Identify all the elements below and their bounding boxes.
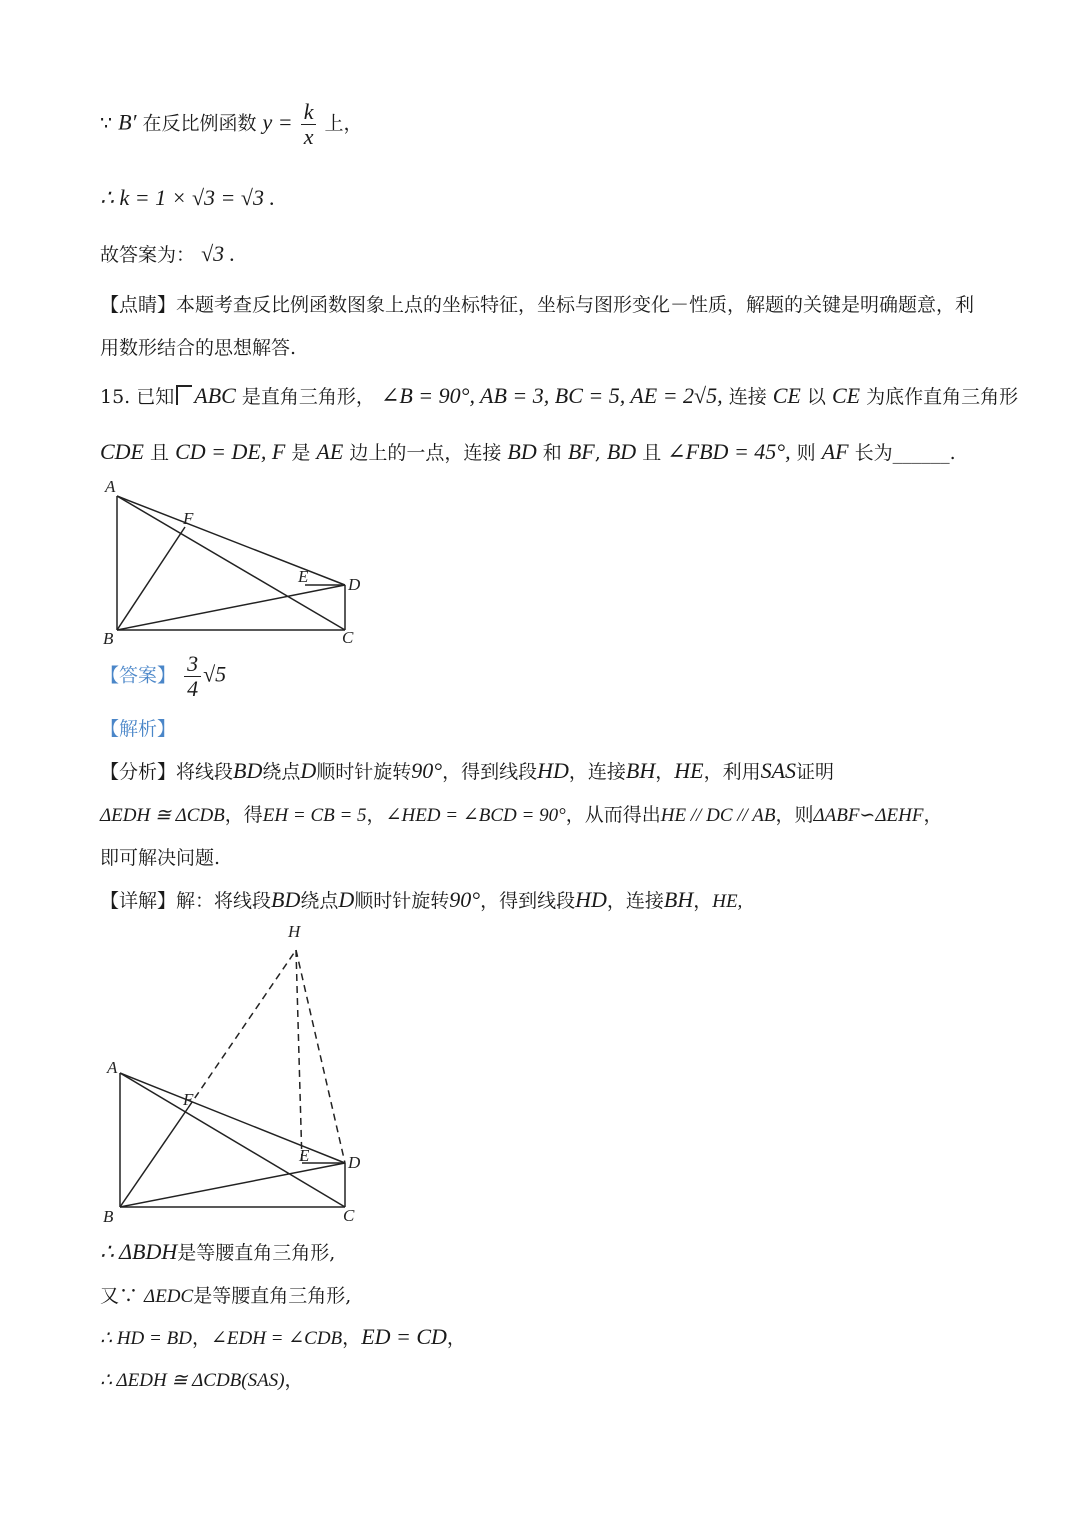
fraction-k-over-x [301, 100, 317, 149]
text: 上， [324, 112, 363, 135]
text: ，得到线段 [480, 890, 576, 912]
step-3 [100, 1323, 466, 1350]
label-h: H [288, 922, 301, 941]
math: BD [233, 758, 263, 783]
segment-ad [117, 496, 345, 585]
math: BF [567, 439, 595, 464]
math: ∴ HD = BD [100, 1328, 192, 1349]
text: 在反比例函数 [142, 112, 257, 135]
segment-ad [120, 1073, 345, 1163]
math: D [338, 887, 355, 912]
text: ， [655, 761, 675, 783]
label-b: B [103, 629, 114, 648]
text: ， [342, 1327, 362, 1349]
text: ，得到线段 [442, 761, 538, 783]
math: SAS [760, 758, 797, 783]
math: 90° [449, 887, 481, 912]
label-d: D [348, 1153, 361, 1172]
jiexi-label: 【解析】 [100, 718, 177, 740]
answer-label: 【答案】 [100, 664, 177, 687]
math: BH [663, 887, 694, 912]
math: AE [316, 439, 344, 464]
text: ，连接 [606, 890, 664, 912]
segment-bd [117, 585, 345, 630]
segment-fh [188, 950, 296, 1108]
text: 顺时针旋转 [354, 890, 450, 912]
segment-bf [117, 527, 185, 630]
fenxi-line-3: 即可解决问题. [100, 847, 221, 869]
step-1 [100, 1238, 335, 1265]
math: ABC [194, 383, 236, 408]
math: HD [537, 758, 569, 783]
text: 是等腰直角三角形, [193, 1285, 352, 1307]
label-f: F [183, 1090, 194, 1109]
text: 则 [796, 442, 816, 464]
text: ， [366, 804, 386, 826]
math: ΔEDC [144, 1286, 194, 1307]
text: 且 [642, 442, 662, 464]
math: ∠EDH = ∠CDB [210, 1328, 343, 1349]
label-a: A [107, 1058, 118, 1077]
line-k-value: ∴ k = 1 × √3 = √3 . [100, 185, 275, 210]
q15-line-2 [100, 438, 956, 465]
text: ， [923, 804, 943, 826]
math: ∠HED = ∠BCD = 90° [385, 805, 566, 826]
math: CE [772, 383, 801, 408]
text: 15. 已知 [100, 386, 175, 408]
text: 以 [806, 386, 826, 408]
text: 是直角三角形， [241, 386, 375, 408]
text: 长为______. [854, 442, 956, 464]
math: BH [625, 758, 656, 783]
text: 【详解】解：将线段 [100, 890, 272, 912]
math: ∴ ΔEDH ≅ ΔCDB(SAS) [100, 1370, 285, 1391]
text: 且 [150, 442, 170, 464]
label-f: F [183, 509, 194, 528]
segment-bd [120, 1163, 345, 1207]
dianjing-line-1: 【点睛】本题考查反比例函数图象上点的坐标特征，坐标与图形变化－性质，解题的关键是明确题意，利 [100, 294, 975, 316]
text: ，得 [224, 804, 263, 826]
text: 是等腰直角三角形, [177, 1242, 336, 1264]
math: ∠FBD = 45°, [667, 439, 791, 464]
numerator: 3 [184, 652, 201, 677]
math: EH = CB = 5 [262, 805, 367, 826]
math: BD [606, 439, 637, 464]
math: ED = CD [361, 1324, 447, 1349]
math: BD [271, 887, 301, 912]
segment-he [296, 950, 302, 1163]
segment-ac [117, 496, 345, 630]
fenxi-line-2 [100, 800, 942, 827]
math-b-prime: B′ [118, 109, 137, 135]
segment-hd [296, 950, 345, 1163]
text: 【分析】将线段 [100, 761, 234, 783]
text: 为底作直角三角形 [866, 386, 1019, 408]
math: 90° [411, 758, 443, 783]
text: 绕点 [262, 761, 301, 783]
math-sqrt3: √3 . [201, 241, 236, 266]
text: ， [446, 1327, 466, 1349]
label-d: D [348, 575, 361, 594]
text: 故答案为： [100, 244, 196, 266]
label-e: E [299, 1146, 310, 1165]
math: ΔEDH ≅ ΔCDB [100, 805, 225, 826]
because-symbol: ∵ [100, 112, 113, 135]
math: HD [575, 887, 607, 912]
label-c: C [342, 628, 354, 647]
fenxi-line-1 [100, 757, 834, 784]
math: ∠B = 90°, AB = 3, BC = 5, AE = 2√5, [380, 383, 723, 408]
math: D [300, 758, 317, 783]
math: ∴ ΔBDH [100, 1239, 178, 1264]
text: ，利用 [703, 761, 761, 783]
label-e: E [298, 567, 309, 586]
math-sqrt5: √5 [203, 661, 227, 687]
numerator: k [301, 100, 317, 125]
text: 是 [291, 442, 311, 464]
step-4 [100, 1365, 304, 1392]
line-b-prime [100, 100, 363, 149]
math: BD [507, 439, 537, 464]
text: ， [191, 1327, 211, 1349]
segment-bf [120, 1108, 188, 1207]
math: HE [674, 758, 704, 783]
q15-line-1 [100, 382, 1018, 409]
math-y: y = [262, 109, 293, 135]
figure-2 [95, 915, 385, 1230]
text: 又∵ [100, 1285, 145, 1307]
text: 顺时针旋转 [316, 761, 412, 783]
math: HE, [712, 891, 743, 912]
dianjing-line-2: 用数形结合的思想解答. [100, 337, 297, 359]
segment-ac [120, 1073, 345, 1207]
text: ，连接 [568, 761, 626, 783]
triangle-symbol [176, 385, 192, 405]
step-2 [100, 1281, 351, 1308]
math: ΔABF∽ΔEHF [813, 805, 924, 826]
answer-fraction [184, 652, 201, 701]
figure-1 [95, 472, 385, 652]
text: ，则 [775, 804, 814, 826]
line-answer-k [100, 240, 235, 267]
text: , [594, 442, 607, 464]
denominator: x [303, 124, 314, 150]
text: ， [693, 890, 713, 912]
math: AF [821, 439, 849, 464]
text: ，从而得出 [565, 804, 661, 826]
text: ， [284, 1369, 304, 1391]
denominator: 4 [187, 676, 199, 702]
answer-line [100, 652, 226, 701]
text: 证明 [796, 761, 835, 783]
text: 和 [542, 442, 562, 464]
text: 绕点 [300, 890, 339, 912]
text: 边上的一点，连接 [349, 442, 502, 464]
label-b: B [103, 1207, 114, 1226]
label-a: A [105, 477, 116, 496]
math: HE // DC // AB [660, 805, 776, 826]
label-c: C [343, 1206, 355, 1225]
math: CE [831, 383, 861, 408]
xiangjie-line [100, 886, 742, 913]
math: CD = DE, F [175, 439, 286, 464]
math: CDE [100, 439, 144, 464]
text: 连接 [728, 386, 767, 408]
